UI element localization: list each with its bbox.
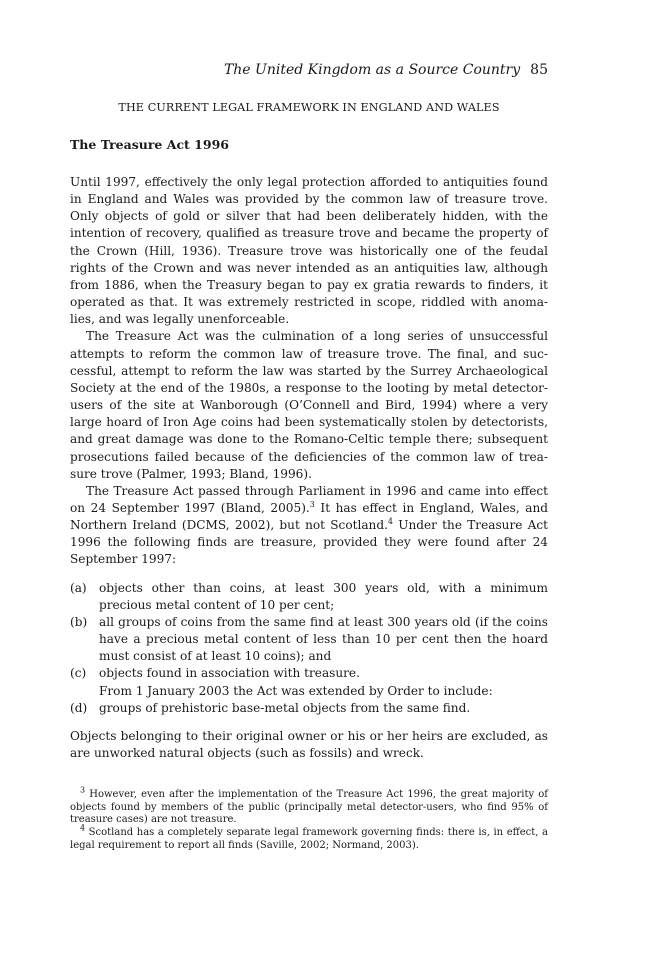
footnote-text: However, even after the implementation of the Treasure Act 1996, the great majority of objects found by members of the public (principally metal detector-users, who find 95% of treasure cases) are not treasure. — [70, 789, 548, 826]
paragraph-3-part-3: Under the Treasure Act 1996 the following finds are treasure, provided they were found after 24 September 1997: — [70, 518, 548, 567]
list-note — [70, 683, 548, 700]
book-page — [70, 60, 548, 852]
paragraph-1: Until 1997, effectively the only legal protection afforded to antiquities found in England and Wales was provided by the common law of treasure trove. Only objects of gold or silver that had been deliberately hidden, with the intention of recovery, qualified as treasure trove and became the property of the Crown (Hill, 1936). Treasure trove was historically one of the feudal rights of the Crown and was never intended as an antiquities law, although from 1886, when the Treasury began to pay ex gratia rewards to finders, it operated as that. It was extremely restricted in scope, riddled with anomalies, and was legally unenforceable. — [70, 175, 548, 327]
paragraph-3-part-1: The Treasure Act passed through Parliament in 1996 and came into effect on 24 September 1997 (Bland, 2005). — [70, 483, 548, 515]
page-number: 85 — [530, 62, 548, 78]
list-item-text: groups of prehistoric base-metal objects from the same find. — [99, 700, 471, 715]
list-marker: (b) — [70, 614, 88, 629]
list-item — [70, 614, 548, 665]
paragraph-3-part-2: It has effect in England, Wales, and Northern Ireland (DCMS, 2002), but not Scotland. — [70, 500, 548, 533]
list-item — [70, 665, 548, 682]
footnote-4 — [70, 823, 548, 852]
list-marker: (a) — [70, 580, 87, 595]
footnote-ref-3: 3 — [309, 499, 315, 509]
list-item — [70, 580, 548, 614]
paragraph-2: The Treasure Act was the culmination of a long series of unsuccessful attempts to reform the common law of treasure trove. The final, and successful, attempt to reform the law was started by the Surrey Archaeological Society at the end of the 1980s, a response to the looting by metal detector-users of the site at Wanborough (O’Connell and Bird, 1994) where a very large hoard of Iron Age coins had been systematically stolen by detectorists, and great damage was done to the Romano-Celtic temple there; subsequent prosecutions failed because of the deficiencies of the common law of treasure trove (Palmer, 1993; Bland, 1996). — [70, 329, 548, 481]
paragraph-3 — [70, 483, 548, 569]
list-item-text: objects found in association with treasure. — [99, 666, 360, 681]
subheading: The Treasure Act 1996 — [70, 137, 229, 152]
footnote-mark: 3 — [80, 785, 86, 795]
treasure-criteria-list — [70, 580, 548, 717]
list-marker: (d) — [70, 700, 88, 715]
list-marker: (c) — [70, 666, 87, 681]
footnote-text: Scotland has a completely separate legal framework governing finds: there is, in effect, a legal requirement to report all finds (Saville, 2002; Normand, 2003). — [70, 826, 548, 851]
body-text — [70, 174, 548, 762]
list-item-text: all groups of coins from the same find at least 300 years old (if the coins have a precious metal content of less than 10 per cent then the hoard must consist of at least 10 coins); and — [99, 614, 548, 664]
running-head-title: The United Kingdom as a Source Country — [223, 62, 521, 78]
closing-paragraph: Objects belonging to their original owner or his or her heirs are excluded, as are unworked natural objects (such as fossils) and wreck. — [70, 728, 548, 760]
running-head — [70, 60, 548, 80]
footnotes — [70, 785, 548, 852]
footnote-ref-4: 4 — [387, 517, 394, 527]
footnote-mark: 4 — [80, 823, 86, 833]
footnote-3 — [70, 785, 548, 827]
list-item-text: objects other than coins, at least 300 years old, with a minimum precious metal content of 10 per cent; — [99, 580, 548, 612]
list-item — [70, 700, 548, 717]
list-note-text: From 1 January 2003 the Act was extended by Order to include: — [99, 683, 493, 698]
section-heading: THE CURRENT LEGAL FRAMEWORK IN ENGLAND AND WALES — [118, 101, 500, 114]
